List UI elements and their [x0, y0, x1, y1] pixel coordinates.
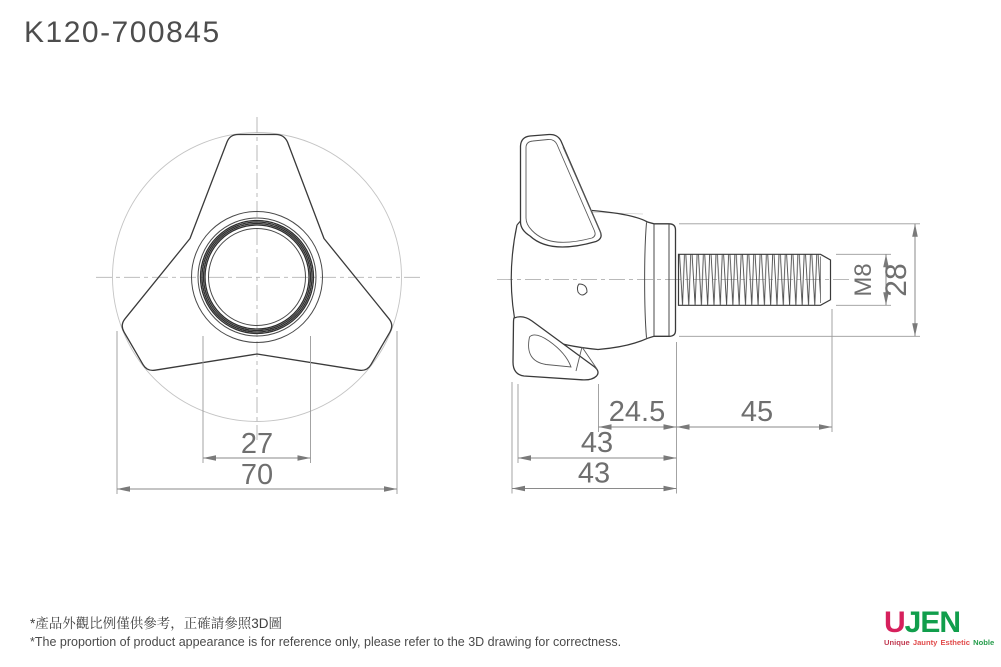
- tagline-word-noble: Noble: [973, 638, 995, 647]
- logo-letters-jen: JEN: [904, 606, 961, 639]
- thread: [679, 254, 831, 306]
- face-arc: [511, 221, 520, 331]
- note-english: *The proportion of product appearance is for reference only, please refer to the 3D drawing for correctness.: [30, 635, 622, 649]
- tagline-word-unique: Unique: [884, 638, 910, 647]
- logo-tagline: [884, 638, 995, 647]
- dim-45-label: 45: [740, 396, 774, 428]
- logo-wordmark: [884, 608, 992, 638]
- wing-root-detail: [577, 284, 587, 295]
- tagline-word-esthetic: Esthetic: [940, 638, 971, 647]
- logo-letter-u: U: [884, 606, 905, 639]
- dim-43a-label: 43: [580, 427, 614, 459]
- dim-24p5-label: 24.5: [608, 396, 666, 428]
- dim-45: [677, 396, 833, 430]
- side-view: [497, 134, 920, 493]
- footer-notes: [30, 612, 621, 649]
- front-view: [96, 117, 420, 494]
- part-number-title: K120-700845: [24, 16, 221, 49]
- hub-collar-lines: [654, 224, 669, 336]
- dim-27-label: 27: [240, 428, 274, 460]
- dim-m8-label: M8: [850, 263, 877, 297]
- tagline-word-jaunty: Jaunty: [912, 638, 938, 647]
- hub-neck-curve: [645, 223, 647, 338]
- dim-28-label: 28: [880, 263, 913, 297]
- dim-43b-label: 43: [577, 457, 611, 490]
- note-chinese: *產品外觀比例僅供參考，正確請參照3D圖: [30, 616, 283, 631]
- ujen-logo: [884, 606, 995, 647]
- wing-outline: [521, 134, 602, 246]
- dim-70-label: 70: [240, 459, 274, 491]
